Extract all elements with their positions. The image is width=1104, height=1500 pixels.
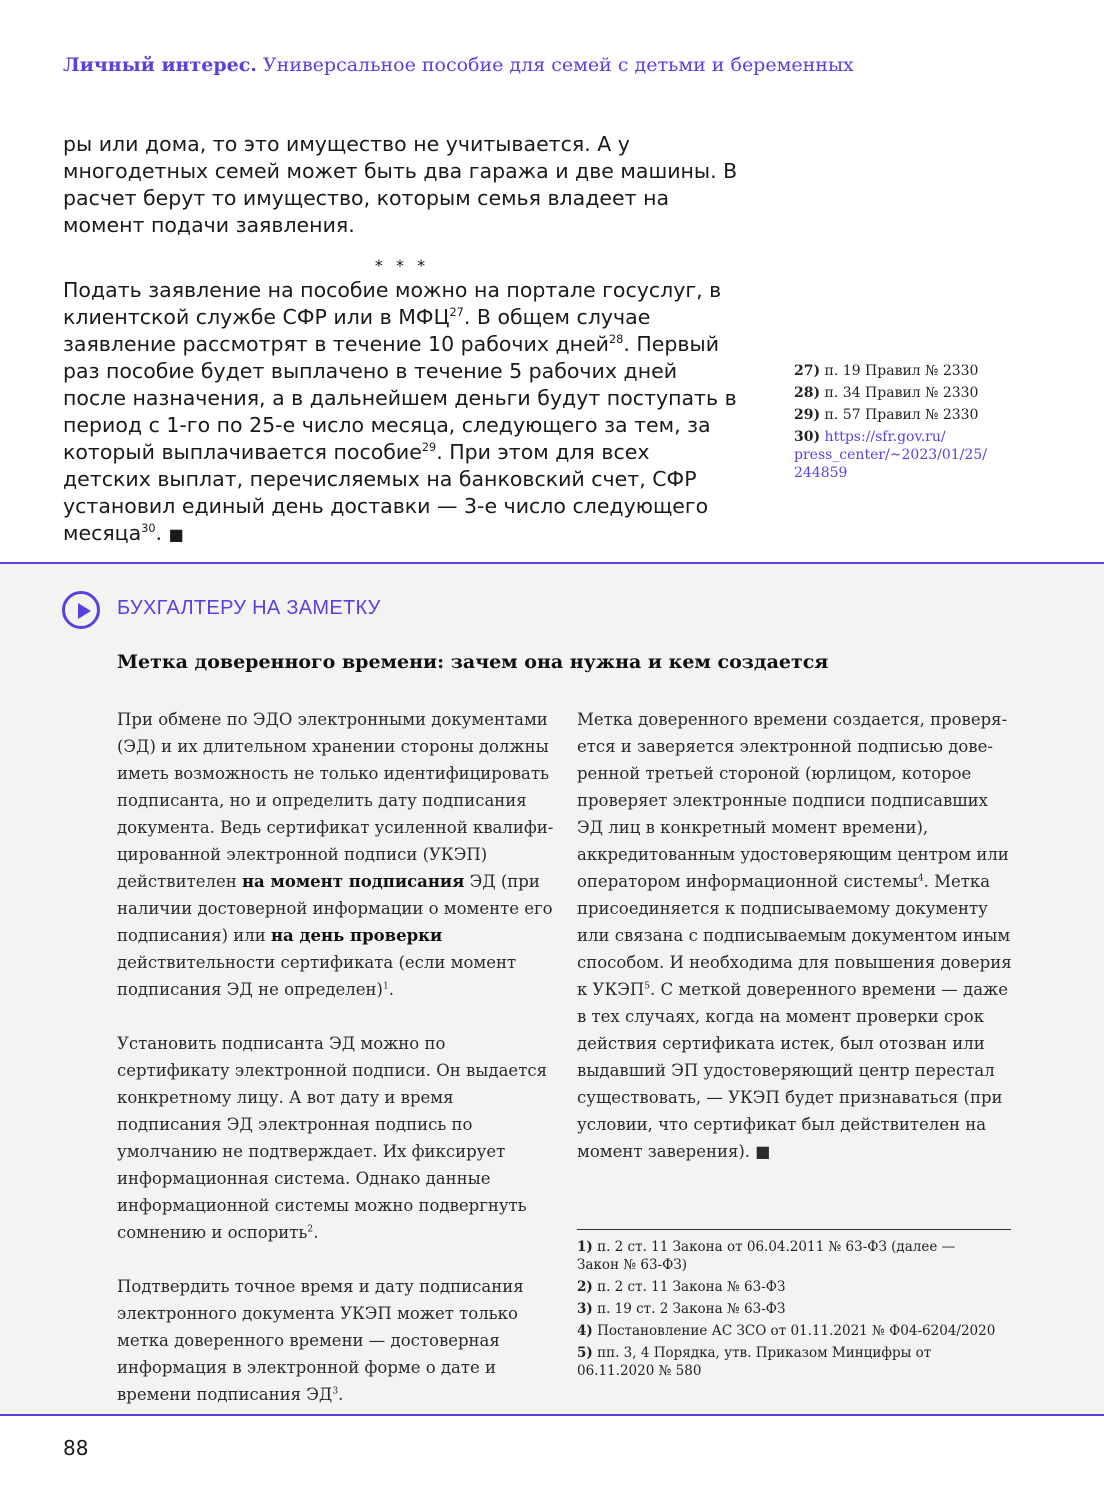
- footnote-ref[interactable]: 27: [449, 306, 464, 320]
- footnote: 3) п. 19 ст. 2 Закона № 63-ФЗ: [577, 1301, 786, 1317]
- footnote: 5) пп. 3, 4 Порядка, утв. Приказом Минцифры от 06.11.2020 № 580: [577, 1345, 932, 1379]
- box-footnotes: [577, 1238, 997, 1384]
- header-bold: Личный интерес.: [63, 54, 257, 76]
- paragraph: Подать заявление на пособие можно на портале госуслуг, в клиентской службе СФР или в МФЦ$^{27}$. В общем случае заявление рассмотрят в течение 10 рабочих дней$^{28}$. Первый раз пособие будет выплачено в течение 5 рабочих дней после назначения, а в дальнейшем деньги будут поступать в период с 1-го по 25-е число месяца, следующего за тем, за который выплачивается пособие$^{29}$. При этом для всех детских выплат, перечисляемых на банковский счет, СФР установил единый день доставки — 3-е число следующего месяца$^{30}$. ■: [63, 278, 737, 545]
- side-note: 30) https://sfr.gov.ru/ press_center/~2023/01/25/ 244859: [794, 429, 987, 481]
- footnote-divider: [577, 1229, 1011, 1230]
- footnote-ref[interactable]: 29: [421, 441, 437, 455]
- side-note: 27) п. 19 Правил № 2330: [794, 363, 979, 379]
- side-note: 29) п. 57 Правил № 2330: [794, 407, 979, 423]
- footnote-ref[interactable]: 2: [307, 1224, 314, 1235]
- paragraph: Подтвердить точное время и дату подписания электронного документа УКЭП может только метка доверенного времени — достоверная информация в электронной форме о дате и времени подписания $ЭД^3$.: [117, 1277, 524, 1404]
- box-title: Метка доверенного времени: зачем она нужна и кем создается: [117, 651, 829, 673]
- side-note: 28) п. 34 Правил № 2330: [794, 385, 979, 401]
- box-left-column: [117, 706, 557, 1408]
- section-separator: * * *: [374, 256, 430, 275]
- play-icon: [62, 591, 100, 629]
- footnote: 4) Постановление АС ЗСО от 01.11.2021 № Ф04-6204/2020: [577, 1323, 996, 1339]
- side-note-link[interactable]: https://sfr.gov.ru/ press_center/~2023/01/25/ 244859: [794, 429, 987, 481]
- box-label: БУХГАЛТЕРУ НА ЗАМЕТКУ: [117, 597, 381, 619]
- end-mark-icon: ■: [755, 1142, 771, 1161]
- footnote-ref[interactable]: 30: [141, 522, 156, 536]
- footnote-ref[interactable]: 4: [917, 873, 924, 884]
- box-right-column: [577, 706, 1017, 1165]
- paragraph: ры или дома, то это имущество не учитывается. А у многодетных семей может быть два гаража и две машины. В расчет берут то имущество, которым семья владеет на момент подачи заявления.: [63, 132, 738, 237]
- end-mark-icon: ■: [168, 525, 184, 544]
- footnote-ref[interactable]: 5: [644, 981, 651, 992]
- footnote: 1) п. 2 ст. 11 Закона от 06.04.2011 № 63-ФЗ (далее — Закон № 63-ФЗ): [577, 1239, 956, 1273]
- footnote-ref[interactable]: 1: [382, 981, 389, 992]
- paragraph: При обмене по ЭДО электронными документами (ЭД) и их длительном хранении стороны должны иметь возможность не только идентифицировать подписанта, но и определить дату подписания документа. Ведь сертификат усиленной квалифицированной электронной подписи (УКЭП) действителен на момент подписания ЭД (при наличии достоверной информации о моменте его подписания) или на день проверки действительности сертификата (если момент подписания ЭД не определен)$^1$.: [117, 710, 554, 999]
- paragraph: Установить подписанта ЭД можно по сертификату электронной подписи. Он выдается конкретному лицу. А вот дату и время подписания ЭД электронная подпись по умолчанию не подтверждает. Их фиксирует информационная система. Однако данные информационной системы можно подвергнуть сомнению и оспорить$^2$.: [117, 1034, 547, 1242]
- footnote-ref[interactable]: 28: [609, 333, 624, 347]
- running-header: [63, 54, 854, 76]
- page-number: 88: [63, 1436, 89, 1460]
- footnote: 2) п. 2 ст. 11 Закона № 63-ФЗ: [577, 1279, 786, 1295]
- footnote-ref[interactable]: 3: [332, 1386, 339, 1397]
- accountant-note-box: [0, 562, 1104, 1416]
- header-subtitle: Универсальное пособие для семей с детьми и беременных: [256, 54, 854, 76]
- paragraph: Метка доверенного времени создается, проверяется и заверяется электронной подписью доверенной третьей стороной (юрлицом, которое проверяет электронные подписи подписавших ЭД лиц в конкретный момент времени), аккредитованным удостоверяющим центром или оператором информационной системы$^4$. Метка присоединяется к подписываемому документу или связана с подписываемым документом иным способом. И необходима для повышения доверия к УКЭП$^5$. С меткой доверенного времени — даже в тех случаях, когда на момент проверки срок действия сертификата истек, был отозван или выдавший ЭП удостоверяющий центр перестал существовать, — УКЭП будет признаваться (при условии, что сертификат был действителен на момент заверения). ■: [577, 710, 1012, 1161]
- main-body: [63, 131, 741, 548]
- side-notes: [794, 362, 1004, 486]
